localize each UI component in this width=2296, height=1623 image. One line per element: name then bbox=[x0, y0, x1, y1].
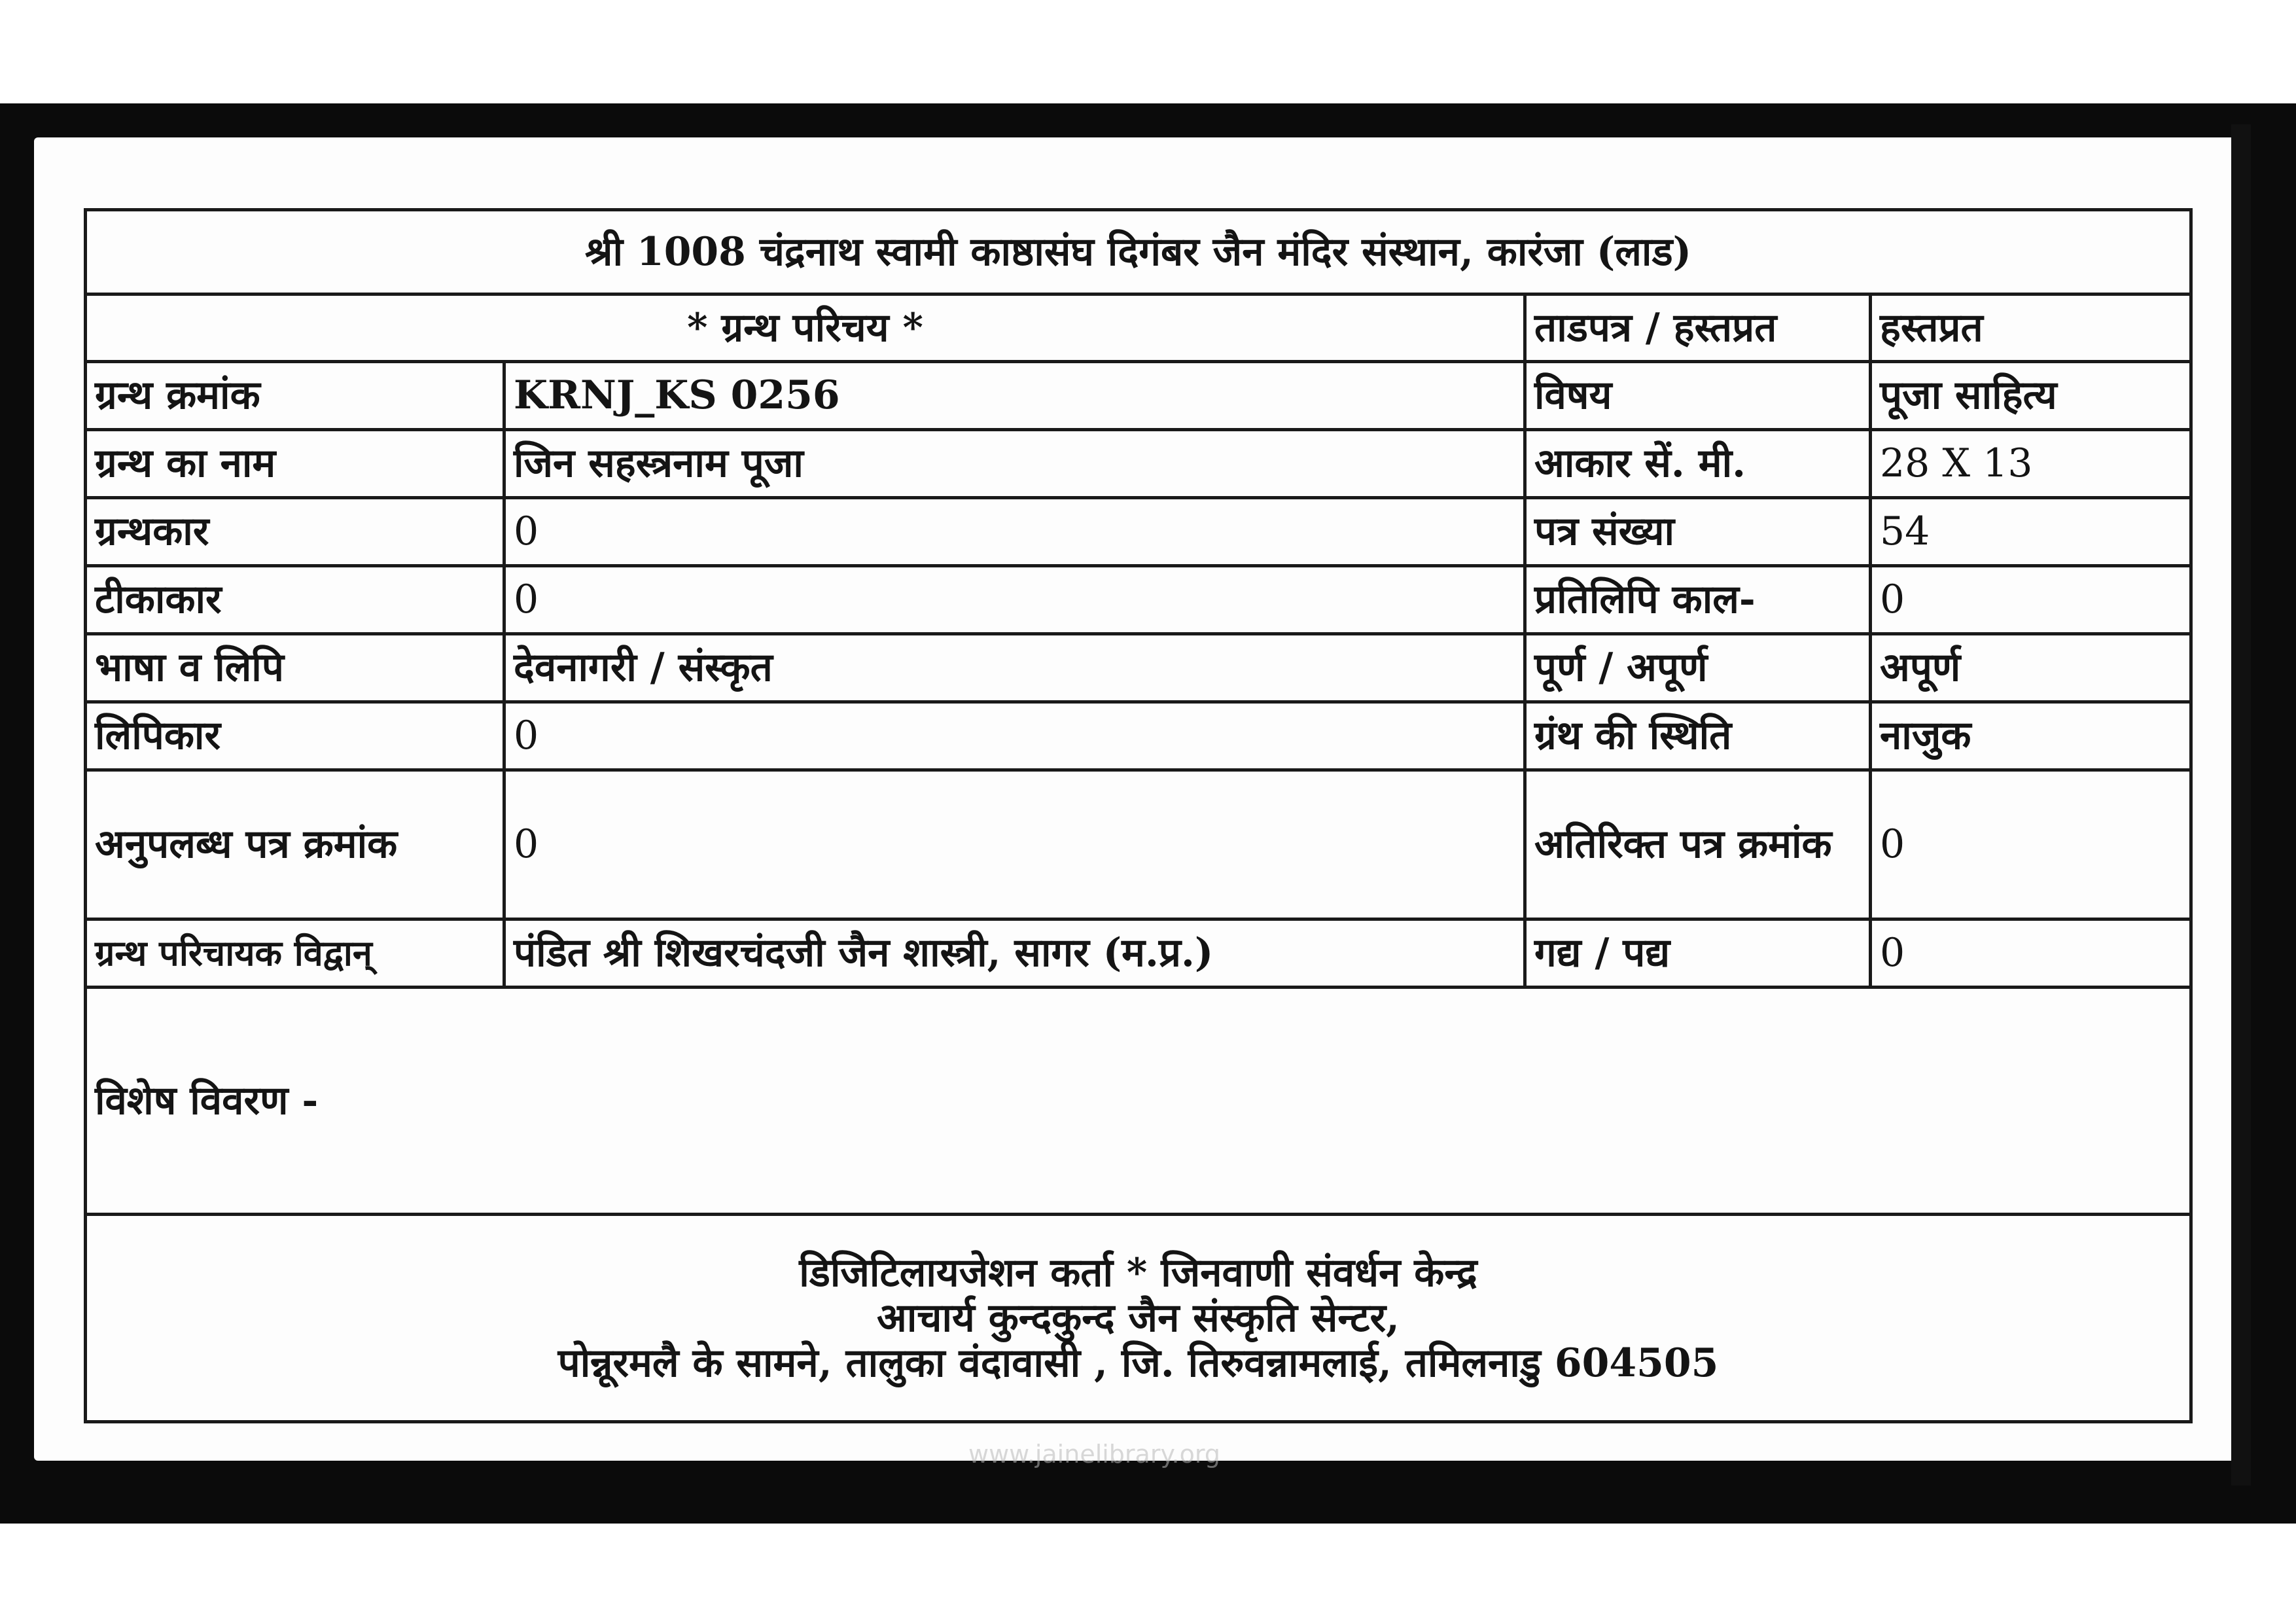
footer-line-1: डिजिटिलायजेशन कर्ता * जिनवाणी संवर्धन केन्द्र bbox=[799, 1249, 1477, 1296]
size-label: आकार सें. मी. bbox=[1525, 430, 1871, 498]
missing-pages-label: अनुपलब्ध पत्र क्रमांक bbox=[86, 770, 504, 919]
condition-label: ग्रंथ की स्थिति bbox=[1525, 702, 1871, 770]
page-count-label: पत्र संख्या bbox=[1525, 498, 1871, 566]
manuscript-record-table bbox=[84, 208, 2193, 1423]
footer-line-2: आचार्य कुन्दकुन्द जैन संस्कृति सेन्टर, bbox=[877, 1294, 1400, 1341]
copy-period-label: प्रतिलिपि काल- bbox=[1525, 566, 1871, 634]
page-count-value: 54 bbox=[1871, 498, 2191, 566]
media-type-value: हस्तप्रत bbox=[1871, 294, 2191, 362]
scholar-value: पंडित श्री शिखरचंदजी जैन शास्त्री, सागर (म.प्र.) bbox=[504, 919, 1525, 988]
watermark-text: www.jainelibrary.org bbox=[968, 1440, 1220, 1469]
media-type-label: ताडपत्र / हस्तप्रत bbox=[1525, 294, 1871, 362]
scribe-label: लिपिकार bbox=[86, 702, 504, 770]
granth-name-value: जिन सहस्त्रनाम पूजा bbox=[504, 430, 1525, 498]
card-edge-shadow bbox=[2231, 124, 2251, 1486]
condition-value: नाजुक bbox=[1871, 702, 2191, 770]
commentator-label: टीकाकार bbox=[86, 566, 504, 634]
granth-number-value: KRNJ_KS 0256 bbox=[504, 362, 1525, 430]
granth-name-label: ग्रन्थ का नाम bbox=[86, 430, 504, 498]
footer-line-3: पोन्नूरमलै के सामने, तालुका वंदावासी , जि. तिरुवन्नामलाई, तमिलनाडु 604505 bbox=[557, 1340, 1719, 1386]
author-value: 0 bbox=[504, 498, 1525, 566]
special-remarks: विशेष विवरण - bbox=[86, 988, 2191, 1215]
scribe-value: 0 bbox=[504, 702, 1525, 770]
subject-label: विषय bbox=[1525, 362, 1871, 430]
copy-period-value: 0 bbox=[1871, 566, 2191, 634]
completeness-label: पूर्ण / अपूर्ण bbox=[1525, 634, 1871, 702]
digitization-footer bbox=[86, 1215, 2191, 1422]
prose-verse-label: गद्य / पद्य bbox=[1525, 919, 1871, 988]
extra-pages-value: 0 bbox=[1871, 770, 2191, 919]
language-script-label: भाषा व लिपि bbox=[86, 634, 504, 702]
size-value: 28 X 13 bbox=[1871, 430, 2191, 498]
introduction-heading: * ग्रन्थ परिचय * bbox=[86, 294, 1525, 362]
commentator-value: 0 bbox=[504, 566, 1525, 634]
granth-number-label: ग्रन्थ क्रमांक bbox=[86, 362, 504, 430]
subject-value: पूजा साहित्य bbox=[1871, 362, 2191, 430]
prose-verse-value: 0 bbox=[1871, 919, 2191, 988]
language-script-value: देवनागरी / संस्कृत bbox=[504, 634, 1525, 702]
missing-pages-value: 0 bbox=[504, 770, 1525, 919]
extra-pages-label: अतिरिक्त पत्र क्रमांक bbox=[1525, 770, 1871, 919]
author-label: ग्रन्थकार bbox=[86, 498, 504, 566]
scholar-label: ग्रन्थ परिचायक विद्वान् bbox=[86, 919, 504, 988]
institution-title: श्री 1008 चंद्रनाथ स्वामी काष्ठासंघ दिगंबर जैन मंदिर संस्थान, कारंजा (लाड) bbox=[86, 210, 2191, 294]
completeness-value: अपूर्ण bbox=[1871, 634, 2191, 702]
